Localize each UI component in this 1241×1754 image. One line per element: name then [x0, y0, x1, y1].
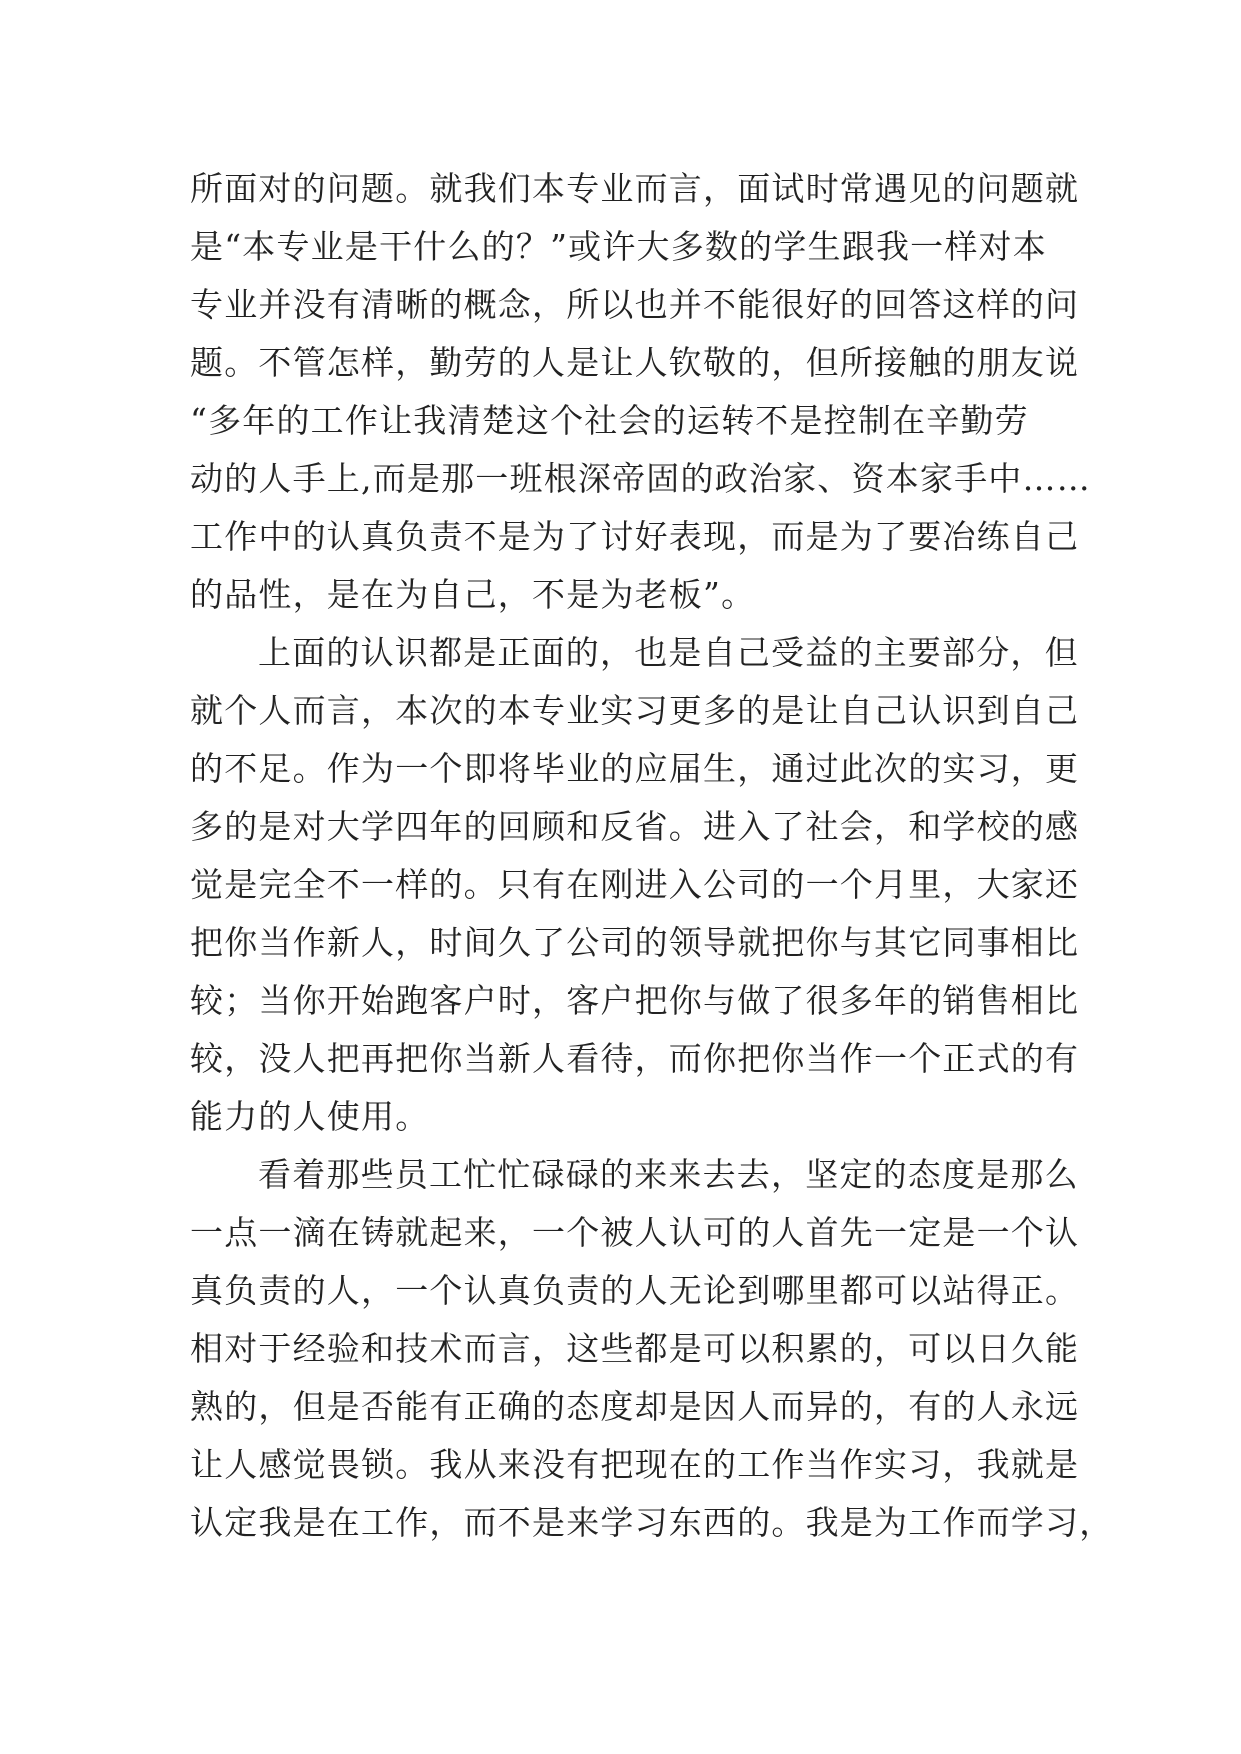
text-line: 就个人而言，本次的本专业实习更多的是让自己认识到自己 [190, 691, 1080, 730]
paragraph-start-line: 上面的认识都是正面的，也是自己受益的主要部分，但 [258, 633, 1079, 672]
text-line: 专业并没有清晰的概念，所以也并不能很好的回答这样的问 [190, 285, 1080, 324]
text-line: 题。不管怎样，勤劳的人是让人钦敬的，但所接触的朋友说 [190, 343, 1080, 382]
text-line: 较，没人把再把你当新人看待，而你把你当作一个正式的有 [190, 1039, 1080, 1078]
paragraph-start-line: 看着那些员工忙忙碌碌的来来去去，坚定的态度是那么 [258, 1155, 1079, 1194]
text-line: 动的人手上,而是那一班根深帝固的政治家、资本家手中…… [190, 459, 1091, 498]
text-line: 能力的人使用。 [190, 1097, 430, 1136]
text-line: 真负责的人，一个认真负责的人无论到哪里都可以站得正。 [190, 1271, 1080, 1310]
text-line: 较；当你开始跑客户时，客户把你与做了很多年的销售相比 [190, 981, 1080, 1020]
text-line: 一点一滴在铸就起来，一个被人认可的人首先一定是一个认 [190, 1213, 1080, 1252]
text-line: 的品性，是在为自己，不是为老板”。 [190, 575, 756, 614]
text-line: 认定我是在工作，而不是来学习东西的。我是为工作而学习， [190, 1503, 1114, 1542]
text-line: 觉是完全不一样的。只有在刚进入公司的一个月里，大家还 [190, 865, 1080, 904]
text-line: 是“本专业是干什么的？”或许大多数的学生跟我一样对本 [190, 227, 1047, 266]
text-line: 相对于经验和技术而言，这些都是可以积累的，可以日久能 [190, 1329, 1080, 1368]
text-line: 把你当作新人，时间久了公司的领导就把你与其它同事相比 [190, 923, 1080, 962]
text-line: 多的是对大学四年的回顾和反省。进入了社会，和学校的感 [190, 807, 1080, 846]
text-line: 熟的，但是否能有正确的态度却是因人而异的，有的人永远 [190, 1387, 1080, 1426]
text-line: 所面对的问题。就我们本专业而言，面试时常遇见的问题就 [190, 169, 1080, 208]
text-line: 的不足。作为一个即将毕业的应届生，通过此次的实习，更 [190, 749, 1080, 788]
text-line: 让人感觉畏锁。我从来没有把现在的工作当作实习，我就是 [190, 1445, 1080, 1484]
text-line: “多年的工作让我清楚这个社会的运转不是控制在辛勤劳 [190, 401, 1029, 440]
body-text [190, 160, 1114, 1552]
text-line: 工作中的认真负责不是为了讨好表现，而是为了要冶练自己 [190, 517, 1080, 556]
